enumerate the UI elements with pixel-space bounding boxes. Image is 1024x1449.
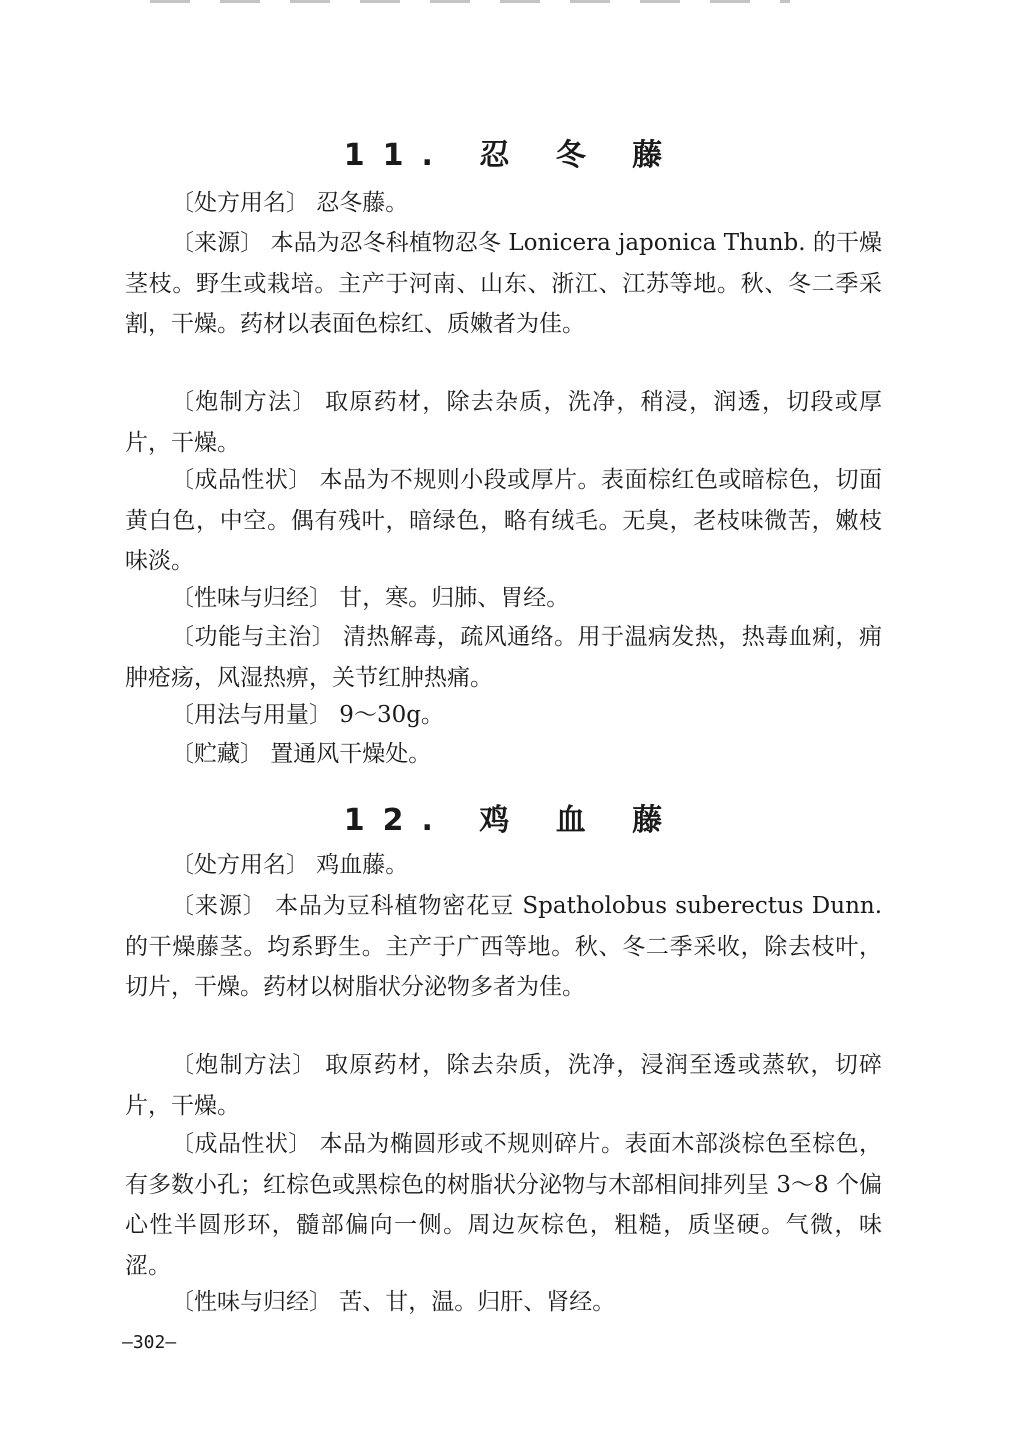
paragraph-characteristics-11 <box>125 460 882 582</box>
top-edge-smudge <box>150 0 790 3</box>
field-text: 苦、甘，温。归肝、肾经。 <box>332 1289 616 1315</box>
paragraph-storage-11 <box>125 734 882 775</box>
field-text: 本品为不规则小段或厚片。表面棕红色或暗棕色，切面黄白色，中空。偶有残叶，暗绿色，略有绒毛。无臭，老枝味微苦，嫩枝味淡。 <box>125 467 883 574</box>
paragraph-processing-11 <box>125 382 882 463</box>
paragraph-processing-12 <box>125 1045 882 1126</box>
field-label: 〔处方用名〕 <box>171 190 309 216</box>
field-text: 本品为忍冬科植物忍冬 Lonicera japonica Thunb. 的干燥茎枝。野生或栽培。主产于河南、山东、浙江、江苏等地。秋、冬二季采割，干燥。药材以表面色棕红、质嫩者为佳。 <box>125 230 882 337</box>
paragraph-function-indication-11 <box>125 617 882 698</box>
field-text: 本品为豆科植物密花豆 Spatholobus suberectus Dunn. 的干燥藤茎。均系野生。主产于广西等地。秋、冬二季采收，除去枝叶，切片，干燥。药材以树脂状分泌物多者为佳。 <box>125 893 883 1000</box>
field-text: 9～30g。 <box>332 702 444 728</box>
field-text: 取原药材，除去杂质，洗净，稍浸，润透，切段或厚片，干燥。 <box>125 389 883 456</box>
field-label: 〔炮制方法〕 <box>171 1052 317 1078</box>
field-label: 〔来源〕 <box>171 230 264 256</box>
field-label: 〔性味与归经〕 <box>171 585 332 611</box>
section-title-11: 11. 忍 冬 藤 <box>343 138 681 173</box>
field-label: 〔用法与用量〕 <box>171 702 332 728</box>
page-number: —302— <box>122 1332 177 1353</box>
field-label: 〔成品性状〕 <box>171 1131 312 1157</box>
paragraph-usage-dosage-11 <box>125 695 882 736</box>
field-label: 〔来源〕 <box>171 893 267 919</box>
field-label: 〔成品性状〕 <box>171 467 312 493</box>
field-text: 取原药材，除去杂质，洗净，浸润至透或蒸软，切碎片，干燥。 <box>125 1052 883 1119</box>
paragraph-characteristics-12 <box>125 1124 882 1286</box>
field-text: 置通风干燥处。 <box>263 741 432 767</box>
field-text: 甘，寒。归肺、胃经。 <box>332 585 570 611</box>
field-label: 〔贮藏〕 <box>171 741 263 767</box>
field-label: 〔炮制方法〕 <box>171 389 317 415</box>
field-text: 鸡血藤。 <box>309 852 409 878</box>
paragraph-prescription-name-11 <box>125 183 882 224</box>
paragraph-nature-meridian-12 <box>125 1282 882 1323</box>
section-title-12: 12. 鸡 血 藤 <box>343 803 681 838</box>
paragraph-nature-meridian-11 <box>125 578 882 619</box>
field-text: 清热解毒，疏风通络。用于温病发热，热毒血痢，痈肿疮疡，风湿热痹，关节红肿热痛。 <box>125 624 883 691</box>
paragraph-source-11 <box>125 223 882 345</box>
field-label: 〔功能与主治〕 <box>171 624 336 650</box>
paragraph-source-12 <box>125 886 882 1008</box>
paragraph-prescription-name-12 <box>125 845 882 886</box>
field-text: 本品为椭圆形或不规则碎片。表面木部淡棕色至棕色，有多数小孔；红棕色或黑棕色的树脂状分泌物与木部相间排列呈 3～8 个偏心性半圆形环，髓部偏向一侧。周边灰棕色，粗糙，质坚硬。气微，味涩。 <box>125 1131 883 1279</box>
field-text: 忍冬藤。 <box>309 190 409 216</box>
field-label: 〔处方用名〕 <box>171 852 309 878</box>
field-label: 〔性味与归经〕 <box>171 1289 332 1315</box>
